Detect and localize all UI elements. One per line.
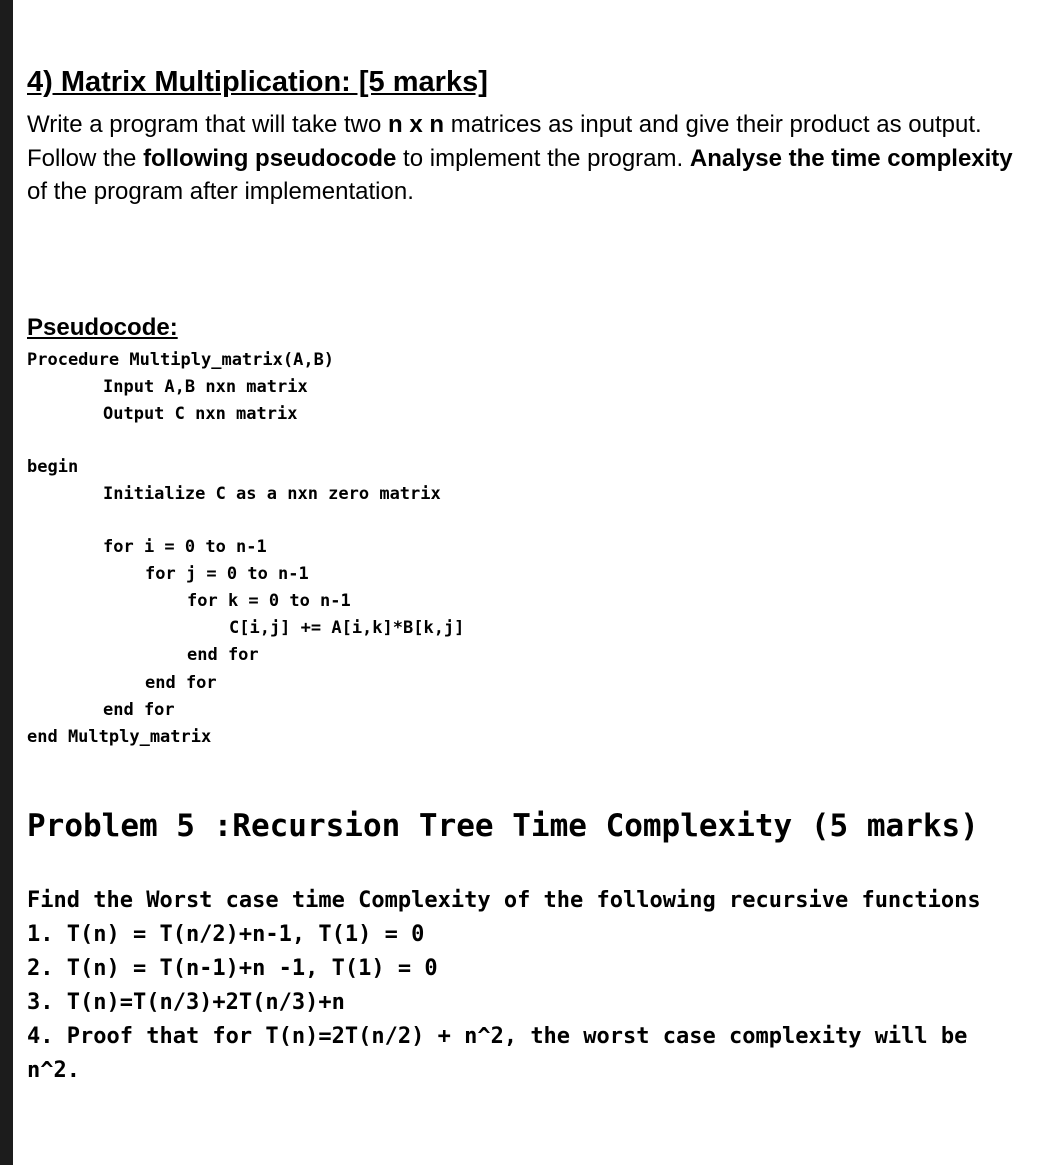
- problem5-intro: Find the Worst case time Complexity of the following recursive functions: [27, 888, 981, 913]
- question4-text-2: matrices as input and give their product as output. Follow the: [27, 111, 982, 172]
- question4-text-3: to implement the program.: [396, 144, 690, 172]
- code-line-for-i: for i = 0 to n-1: [103, 537, 267, 557]
- question4-bold-analyse: Analyse the time complexity: [689, 144, 1013, 172]
- problem5-item-3: 3. T(n)=T(n/3)+2T(n/3)+n: [27, 990, 345, 1015]
- code-line-end-for-k: end for: [187, 645, 259, 665]
- pseudocode-heading: Pseudocode:: [27, 314, 178, 341]
- code-line-initialize: Initialize C as a nxn zero matrix: [103, 484, 441, 504]
- code-line-end-for-i: end for: [103, 700, 175, 720]
- code-line-output: Output C nxn matrix: [103, 404, 298, 424]
- question4-text-1: Write a program that will take two: [27, 111, 389, 138]
- question4-description: [27, 108, 1032, 209]
- problem5-item-4-continued: n^2.: [27, 1058, 80, 1083]
- problem5-title: Problem 5 :Recursion Tree Time Complexity (5 marks): [27, 808, 979, 844]
- problem5-item-4: 4. Proof that for T(n)=2T(n/2) + n^2, the worst case complexity will be: [27, 1024, 968, 1049]
- problem5-item-1: 1. T(n) = T(n/2)+n-1, T(1) = 0: [27, 922, 425, 947]
- question4-text-4: of the program after implementation.: [27, 178, 414, 205]
- code-line-end-procedure: end Multply_matrix: [27, 727, 212, 747]
- code-line-for-j: for j = 0 to n-1: [145, 564, 309, 584]
- code-line-begin: begin: [27, 457, 79, 477]
- code-line-procedure: Procedure Multiply_matrix(A,B): [27, 350, 335, 370]
- code-line-for-k: for k = 0 to n-1: [187, 591, 351, 611]
- left-margin-bar: [0, 0, 13, 1165]
- question4-title: 4) Matrix Multiplication: [5 marks]: [27, 66, 488, 98]
- code-line-input: Input A,B nxn matrix: [103, 377, 308, 397]
- question4-bold-matrix-size: n x n: [388, 111, 445, 138]
- question4-bold-pseudocode: following pseudocode: [143, 144, 397, 172]
- problem5-item-2: 2. T(n) = T(n-1)+n -1, T(1) = 0: [27, 956, 438, 981]
- code-line-end-for-j: end for: [145, 673, 217, 693]
- code-line-accumulate: C[i,j] += A[i,k]*B[k,j]: [229, 618, 465, 638]
